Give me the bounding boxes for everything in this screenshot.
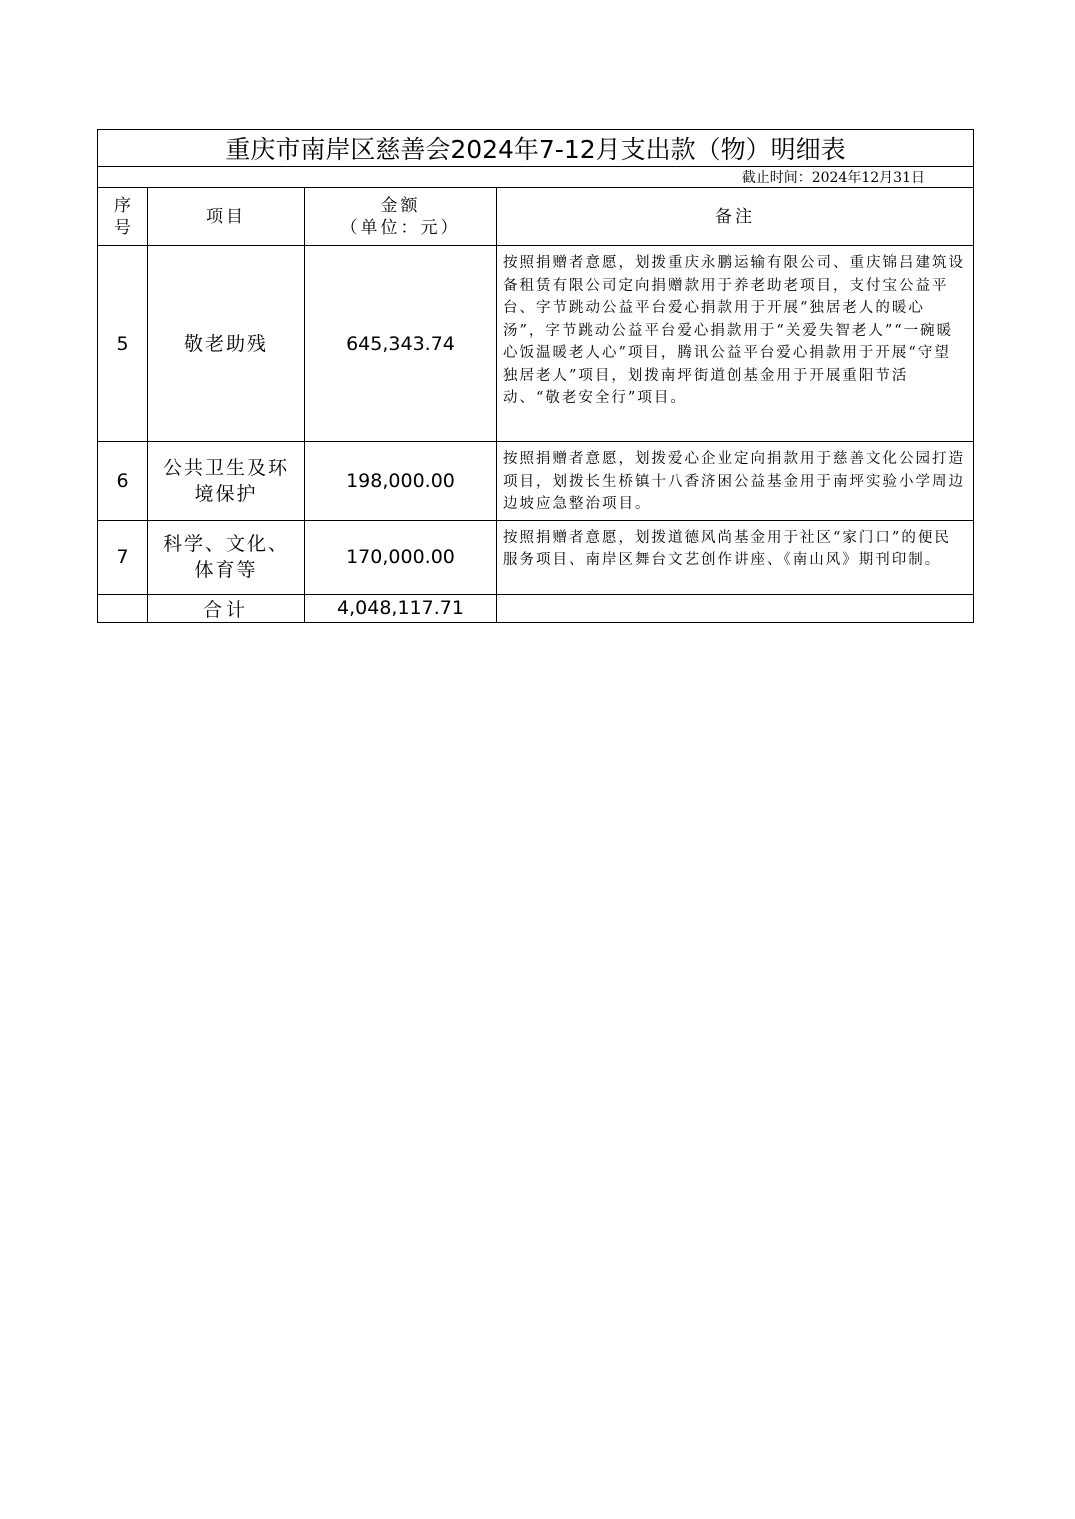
row-seq: 6 (98, 442, 148, 521)
row-amount: 198,000.00 (305, 442, 497, 521)
total-row (98, 594, 974, 622)
title-row (98, 130, 974, 167)
table-row (98, 246, 974, 442)
header-note: 备注 (497, 188, 974, 246)
row-note: 按照捐赠者意愿，划拨爱心企业定向捐款用于慈善文化公园打造项目，划拨长生桥镇十八香济困公益基金用于南坪实验小学周边边坡应急整治项目。 (497, 442, 974, 521)
row-project: 科学、文化、体育等 (148, 520, 305, 594)
row-note: 按照捐赠者意愿，划拨道德风尚基金用于社区“家门口”的便民服务项目、南岸区舞台文艺创作讲座、《南山风》期刊印制。 (497, 520, 974, 594)
total-note-empty (497, 594, 974, 622)
header-project: 项目 (148, 188, 305, 246)
row-project: 公共卫生及环境保护 (148, 442, 305, 521)
header-seq (98, 188, 148, 246)
cutoff-date: 截止时间：2024年12月31日 (98, 167, 974, 188)
total-seq-empty (98, 594, 148, 622)
row-project: 敬老助残 (148, 246, 305, 442)
header-seq-line2: 号 (114, 217, 131, 238)
table-row (98, 520, 974, 594)
header-amount-line2: （单位：元） (340, 217, 461, 238)
header-amount-line1: 金额 (380, 195, 421, 216)
row-amount: 170,000.00 (305, 520, 497, 594)
table-row (98, 442, 974, 521)
header-amount (305, 188, 497, 246)
row-note: 按照捐赠者意愿，划拨重庆永鹏运输有限公司、重庆锦吕建筑设备租赁有限公司定向捐赠款用于养老助老项目，支付宝公益平台、字节跳动公益平台爱心捐款用于开展“独居老人的暖心汤”，字节跳动公益平台爱心捐款用于“关爱失智老人”“一碗暖心饭温暖老人心”项目，腾讯公益平台爱心捐款用于开展“守望独居老人”项目，划拨南坪街道创基金用于开展重阳节活动、“敬老安全行”项目。 (497, 246, 974, 442)
total-label: 合计 (148, 594, 305, 622)
cutoff-row (98, 167, 974, 188)
row-seq: 5 (98, 246, 148, 442)
row-seq: 7 (98, 520, 148, 594)
header-seq-line1: 序 (114, 195, 131, 216)
expenditure-table (97, 129, 974, 623)
page-title: 重庆市南岸区慈善会2024年7-12月支出款（物）明细表 (98, 130, 974, 167)
row-amount: 645,343.74 (305, 246, 497, 442)
total-amount: 4,048,117.71 (305, 594, 497, 622)
header-row (98, 188, 974, 246)
